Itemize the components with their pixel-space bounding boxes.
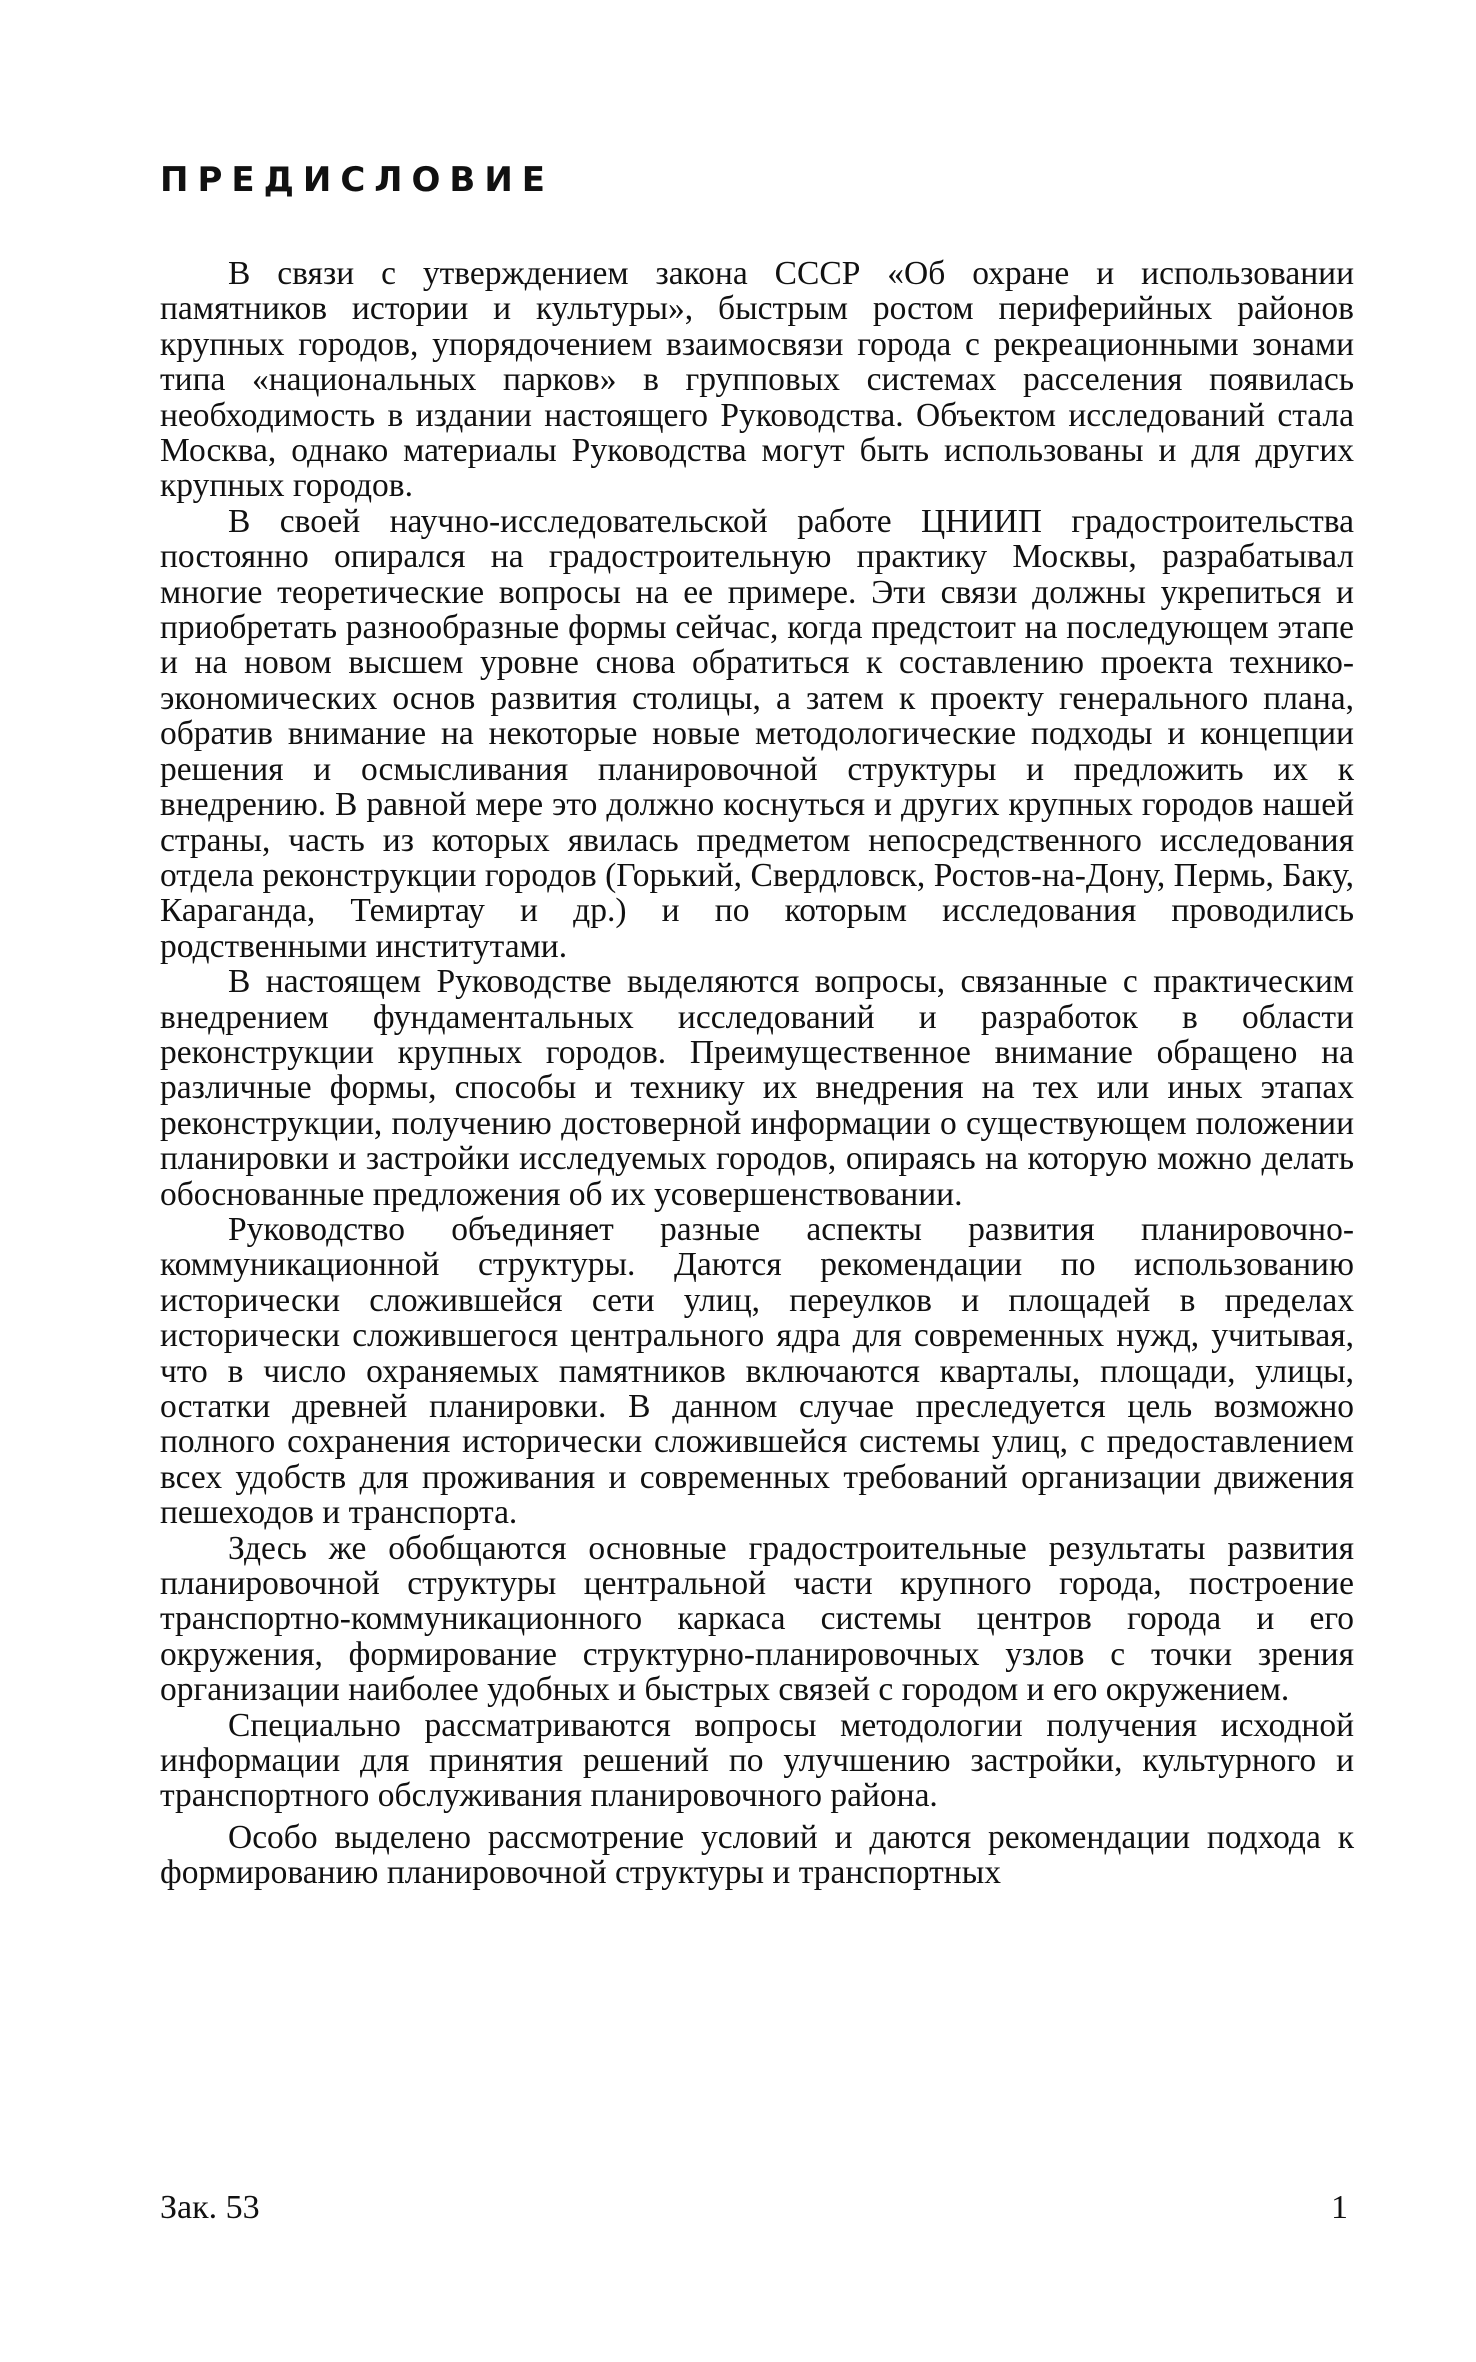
paragraph-1: В связи с утверждением закона СССР «Об охране и использовании памятников истории и культуры», быстрым ростом периферийных районов крупных городов, упорядочением взаимосвязи города с рекреационными зонами типа «национальных парков» в групповых системах расселения появилась необходимость в издании настоящего Руководства. Объектом исследований стала Москва, однако материалы Руководства могут быть использованы и для других крупных городов. <box>160 255 1354 505</box>
paragraph-2: В своей научно-исследовательской работе ЦНИИП градостроительства постоянно опирался на градостроительную практику Москвы, разрабатывал многие теоретические вопросы на ее примере. Эти связи должны укрепиться и приобретать разнообразные формы сейчас, когда предстоит на последующем этапе и на новом высшем уровне снова обратиться к составлению проекта технико-экономических основ развития столицы, а затем к проекту генерального плана, обратив внимание на некоторые новые методологические подходы и концепции решения и осмысливания планировочной структуры и предложить их к внедрению. В равной мере это должно коснуться и других крупных городов нашей страны, часть из которых явилась предметом непосредственного исследования отдела реконструкции городов (Горький, Свердловск, Ростов-на-Дону, Пермь, Баку, Караганда, Темиртау и др.) и по которым исследования проводились родственными институтами. <box>160 502 1354 965</box>
paragraph-6: Специально рассматриваются вопросы методологии получения исходной информации для принятия решений по улучшению застройки, культурного и транспортного обслуживания планировочного района. <box>160 1706 1354 1815</box>
page-title: ПРЕДИСЛОВИЕ <box>160 160 555 200</box>
paragraph-3: В настоящем Руководстве выделяются вопросы, связанные с практическим внедрением фундаментальных исследований и разработок в области реконструкции крупных городов. Преимущественное внимание обращено на различные формы, способы и технику их внедрения на тех или иных этапах реконструкции, получению достоверной информации о существующем положении планировки и застройки исследуемых городов, опираясь на которую можно делать обоснованные предложения об их усовершенствовании. <box>160 963 1354 1213</box>
preface-body <box>160 256 1354 1891</box>
order-number: Зак. 53 <box>160 2189 260 2226</box>
page-number: 1 <box>1331 2189 1348 2226</box>
paragraph-4: Руководство объединяет разные аспекты развития планировочно-коммуникационной структуры. Даются рекомендации по использованию исторически сложившейся сети улиц, переулков и площадей в пределах исторически сложившегося центрального ядра для современных нужд, учитывая, что в число охраняемых памятников включаются кварталы, площади, улицы, остатки древней планировки. В данном случае преследуется цель возможно полного сохранения исторически сложившейся системы улиц, с предоставлением всех удобств для проживания и современных требований организации движения пешеходов и транспорта. <box>160 1210 1354 1532</box>
paragraph-5: Здесь же обобщаются основные градостроительные результаты развития планировочной структуры центральной части крупного города, построение транспортно-коммуникационного каркаса системы центров города и его окружения, формирование структурно-планировочных узлов с точки зрения организации наиболее удобных и быстрых связей с городом и его окружением. <box>160 1529 1354 1709</box>
paragraph-7: Особо выделено рассмотрение условий и даются рекомендации подхода к формированию планировочной структуры и транспортных <box>160 1818 1354 1892</box>
